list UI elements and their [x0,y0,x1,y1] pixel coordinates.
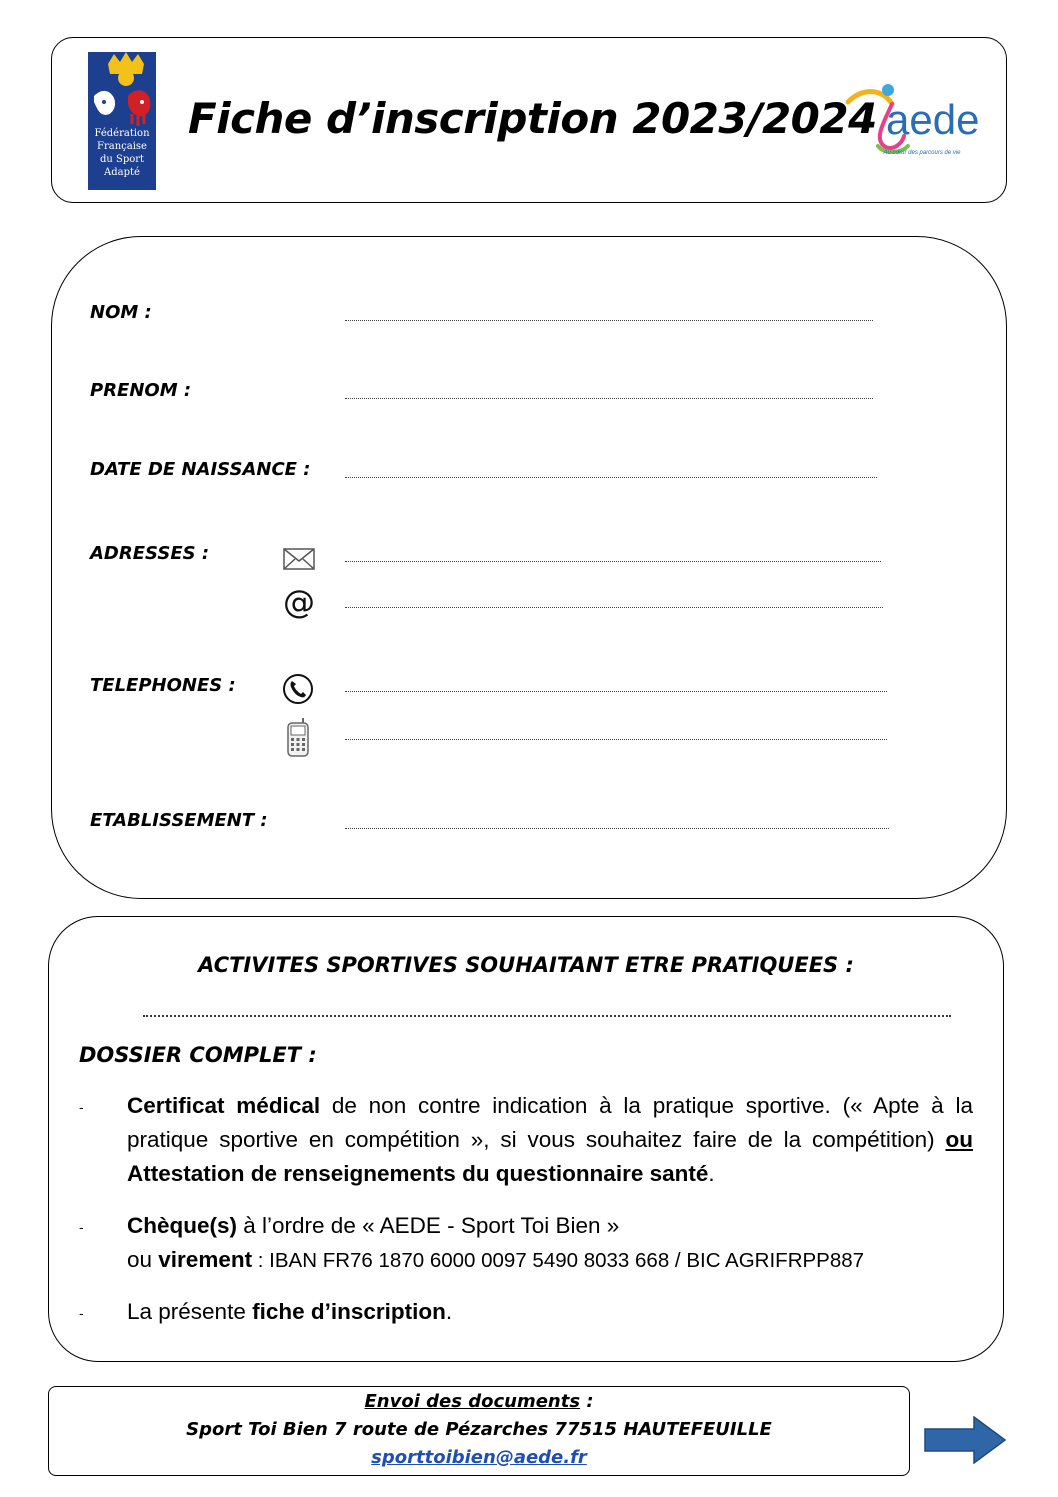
aede-logo [844,82,994,158]
phone-icon [282,673,314,705]
cheque-bold: Chèque(s) [127,1213,238,1238]
certificat-item [127,1089,973,1191]
date-naissance-label: DATE DE NAISSANCE : [90,459,311,480]
landline-field[interactable] [345,681,887,692]
envoi-line [49,1391,909,1412]
cheque-item [127,1209,973,1243]
bullet-dash: - [79,1101,84,1116]
ffsa-logo-line-3: du Sport [99,154,145,165]
identity-form-box [51,236,1007,899]
page-title: Fiche d’inscription 2023/2024 [188,94,877,143]
activities-title: ACTIVITES SPORTIVES SOUHAITANT ETRE PRATIQUEES : [198,953,854,977]
virement-line [127,1243,973,1278]
fiche-end: . [445,1299,453,1324]
email-address-field[interactable] [345,597,883,608]
postal-address-field[interactable] [345,551,881,562]
fiche-item [127,1295,973,1329]
certificat-end: . [708,1161,715,1186]
ou-text: ou [945,1127,973,1152]
virement-bold: virement [158,1247,253,1272]
footer-address: Sport Toi Bien 7 route de Pézarches 77515 HAUTEFEUILLE [186,1419,772,1440]
svg-text:@: @ [283,585,315,619]
dossier-complet-title: DOSSIER COMPLET : [79,1043,317,1067]
mobile-phone-icon [286,717,310,757]
nom-label: NOM : [90,302,152,323]
email-link[interactable]: sporttoibien@aede.fr [371,1447,587,1468]
telephones-label: TELEPHONES : [90,675,236,696]
ffsa-logo-line-1: Fédération [94,128,150,139]
fiche-text: La présente [127,1299,253,1324]
footer-email-line [49,1447,909,1468]
prenom-field[interactable] [345,388,873,399]
aede-logo-text: aede [886,96,980,143]
next-page-arrow-icon[interactable] [924,1416,1006,1464]
iban-text: : IBAN FR76 1870 6000 0097 5490 8033 668 / BIC AGRIFRPP887 [252,1249,865,1272]
adresses-label: ADRESSES : [90,543,210,564]
nom-field[interactable] [345,310,873,321]
envoi-suffix: : [580,1391,594,1412]
certificat-text: de non contre indication à la pratique sportive. (« Apte à la pratique sportive en compétition », si vous souhaitez faire de la compétition) [127,1093,973,1152]
cheque-text: à l’ordre de « AEDE - Sport Toi Bien » [237,1213,620,1238]
dossier-box [48,916,1004,1362]
envelope-icon [283,548,315,570]
date-naissance-field[interactable] [345,467,877,478]
attestation-bold: Attestation de renseignements du questionnaire santé [127,1161,709,1186]
fiche-bold: fiche d’inscription [252,1299,446,1324]
footer-box [48,1386,910,1476]
bullet-dash: - [79,1221,84,1236]
envoi-label: Envoi des documents [364,1391,581,1412]
aede-tagline: Au cœur des parcours de vie [883,150,961,156]
mobile-field[interactable] [345,729,887,740]
bullet-dash: - [79,1307,84,1322]
virement-prefix: ou [127,1247,159,1272]
activities-field[interactable] [143,1009,951,1017]
ffsa-logo-line-2: Française [97,141,147,152]
etablissement-label: ETABLISSEMENT : [90,810,268,831]
certificat-bold: Certificat médical [127,1093,321,1118]
at-sign-icon [282,585,316,619]
prenom-label: PRENOM : [90,380,192,401]
header-box [51,37,1007,203]
ffsa-logo [88,52,156,190]
ffsa-logo-line-4: Adapté [104,167,140,178]
etablissement-field[interactable] [345,818,889,829]
